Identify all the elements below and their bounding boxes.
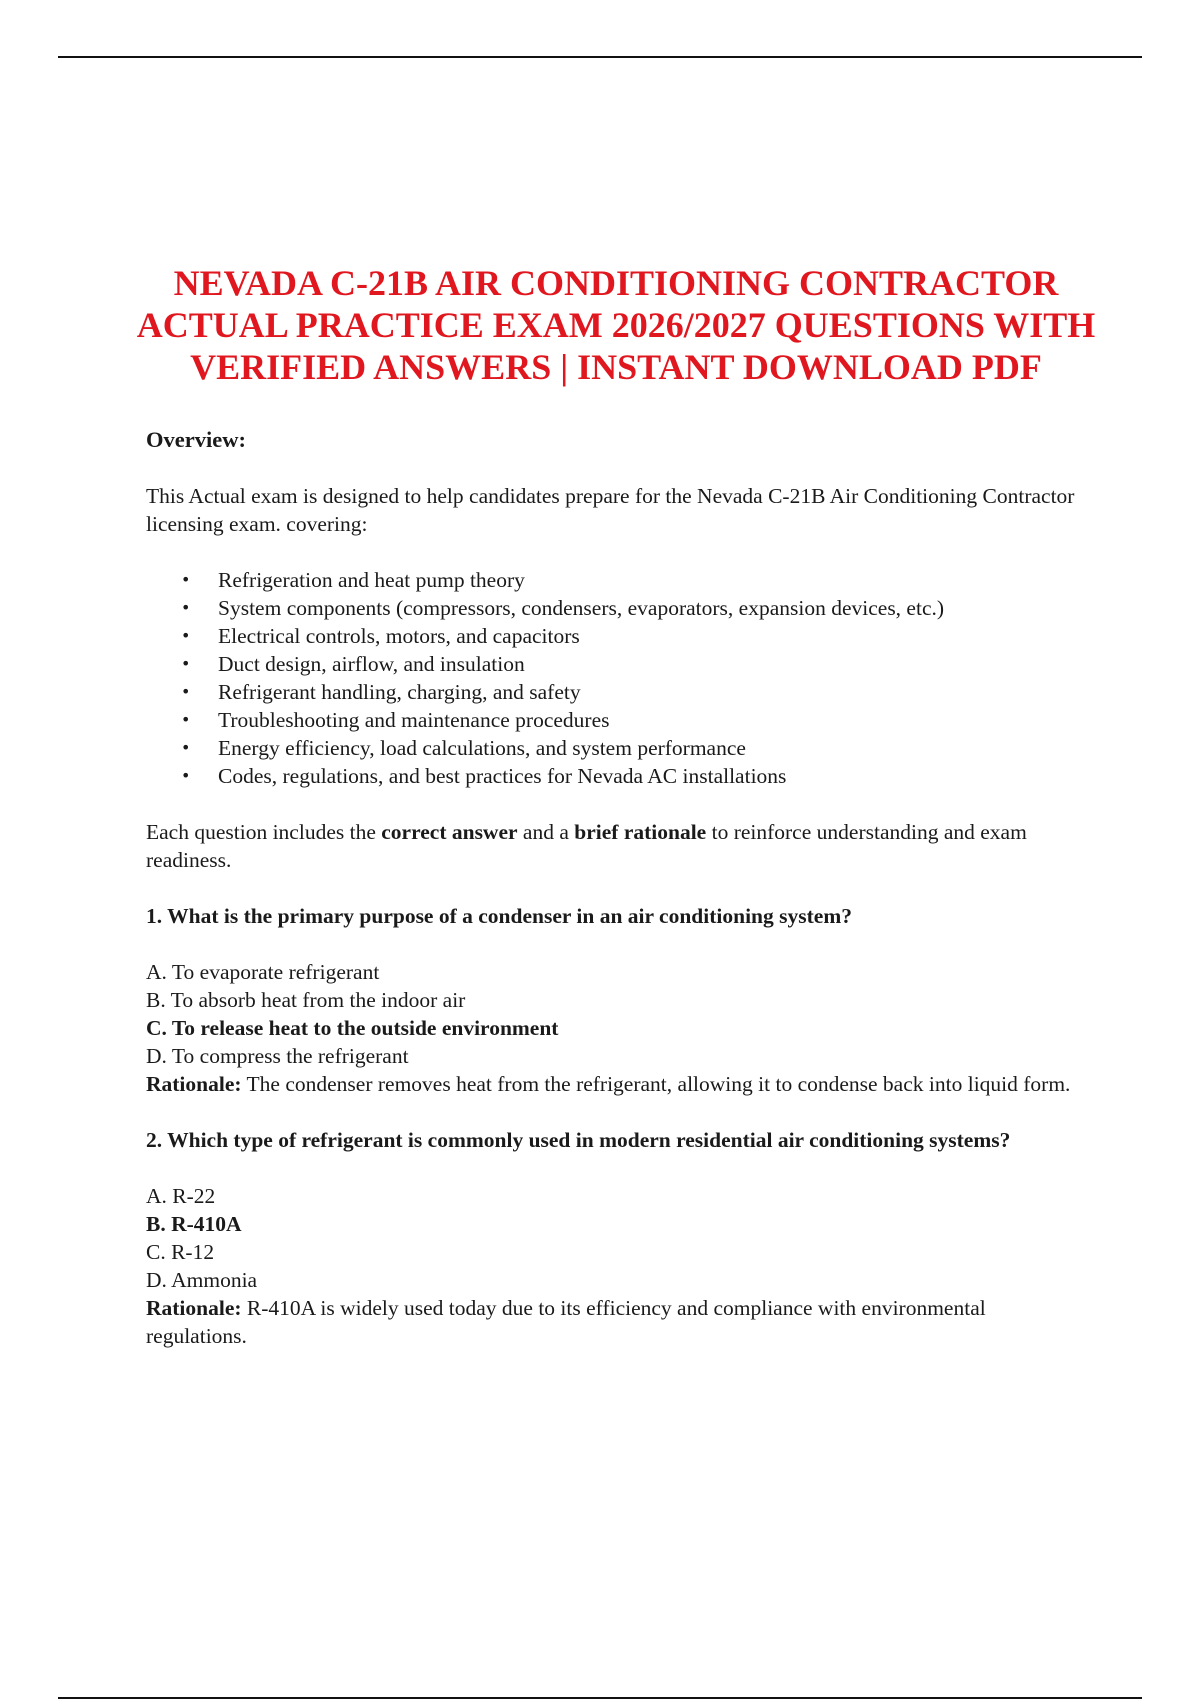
question-2: 2. Which type of refrigerant is commonly used in modern residential air conditioning systems? (146, 1128, 1011, 1152)
bullet-icon: • (181, 654, 191, 673)
option-c: C. R-12 (146, 1240, 215, 1264)
option-c-correct: C. To release heat to the outside environment (146, 1016, 559, 1040)
bullet-icon: • (181, 682, 191, 701)
list-item (146, 594, 1086, 622)
topic-text: System components (compressors, condensers, evaporators, expansion devices, etc.) (218, 596, 945, 620)
note-text: and a (517, 820, 575, 844)
note-paragraph (146, 818, 1086, 874)
bullet-icon: • (181, 570, 191, 589)
option-a: A. R-22 (146, 1184, 216, 1208)
bullet-icon: • (181, 626, 191, 645)
topic-text: Troubleshooting and maintenance procedures (218, 708, 610, 732)
list-item (146, 566, 1086, 594)
footer-rule (58, 1697, 1142, 1699)
list-item (146, 622, 1086, 650)
answer-block-2 (146, 1182, 1086, 1350)
note-emphasis: brief rationale (574, 820, 707, 844)
bullet-icon: • (181, 738, 191, 757)
option-d: D. To compress the refrigerant (146, 1044, 409, 1068)
option-a: A. To evaporate refrigerant (146, 960, 380, 984)
question-1: 1. What is the primary purpose of a condenser in an air conditioning system? (146, 904, 852, 928)
topic-text: Energy efficiency, load calculations, and system performance (218, 736, 746, 760)
overview-heading: Overview: (146, 427, 246, 452)
topic-text: Refrigeration and heat pump theory (218, 568, 525, 592)
rationale (146, 1294, 1086, 1350)
rationale-text: The condenser removes heat from the refrigerant, allowing it to condense back into liquid form. (241, 1072, 1071, 1096)
topic-text: Refrigerant handling, charging, and safety (218, 680, 581, 704)
intro-paragraph: This Actual exam is designed to help candidates prepare for the Nevada C-21B Air Conditioning Contractor licensing exam. covering: (146, 484, 1075, 536)
option-b-correct: B. R-410A (146, 1212, 242, 1236)
list-item (146, 650, 1086, 678)
bullet-icon: • (181, 766, 191, 785)
document-body (136, 262, 1096, 1378)
list-item (146, 734, 1086, 762)
list-item (146, 678, 1086, 706)
bullet-icon: • (181, 598, 191, 617)
rationale-text: R-410A is widely used today due to its efficiency and compliance with environmental regulations. (146, 1296, 986, 1348)
rationale-label: Rationale: (146, 1296, 242, 1320)
note-emphasis: correct answer (381, 820, 518, 844)
topic-text: Electrical controls, motors, and capacitors (218, 624, 580, 648)
rationale-label: Rationale: (146, 1072, 242, 1096)
document-title: NEVADA C-21B AIR CONDITIONING CONTRACTOR ACTUAL PRACTICE EXAM 2026/2027 QUESTIONS WITH VERIFIED ANSWERS | INSTANT DOWNLOAD PDF (136, 263, 1096, 387)
topic-text: Codes, regulations, and best practices for Nevada AC installations (218, 764, 787, 788)
option-b: B. To absorb heat from the indoor air (146, 988, 466, 1012)
rationale (146, 1070, 1086, 1098)
list-item (146, 706, 1086, 734)
topic-text: Duct design, airflow, and insulation (218, 652, 525, 676)
header-rule (58, 56, 1142, 58)
answer-block-1 (146, 958, 1086, 1098)
bullet-icon: • (181, 710, 191, 729)
topic-list (146, 566, 1086, 790)
note-text: to reinforce understanding and exam readiness. (146, 820, 1027, 872)
list-item (146, 762, 1086, 790)
note-text: Each question includes the (146, 820, 382, 844)
option-d: D. Ammonia (146, 1268, 258, 1292)
